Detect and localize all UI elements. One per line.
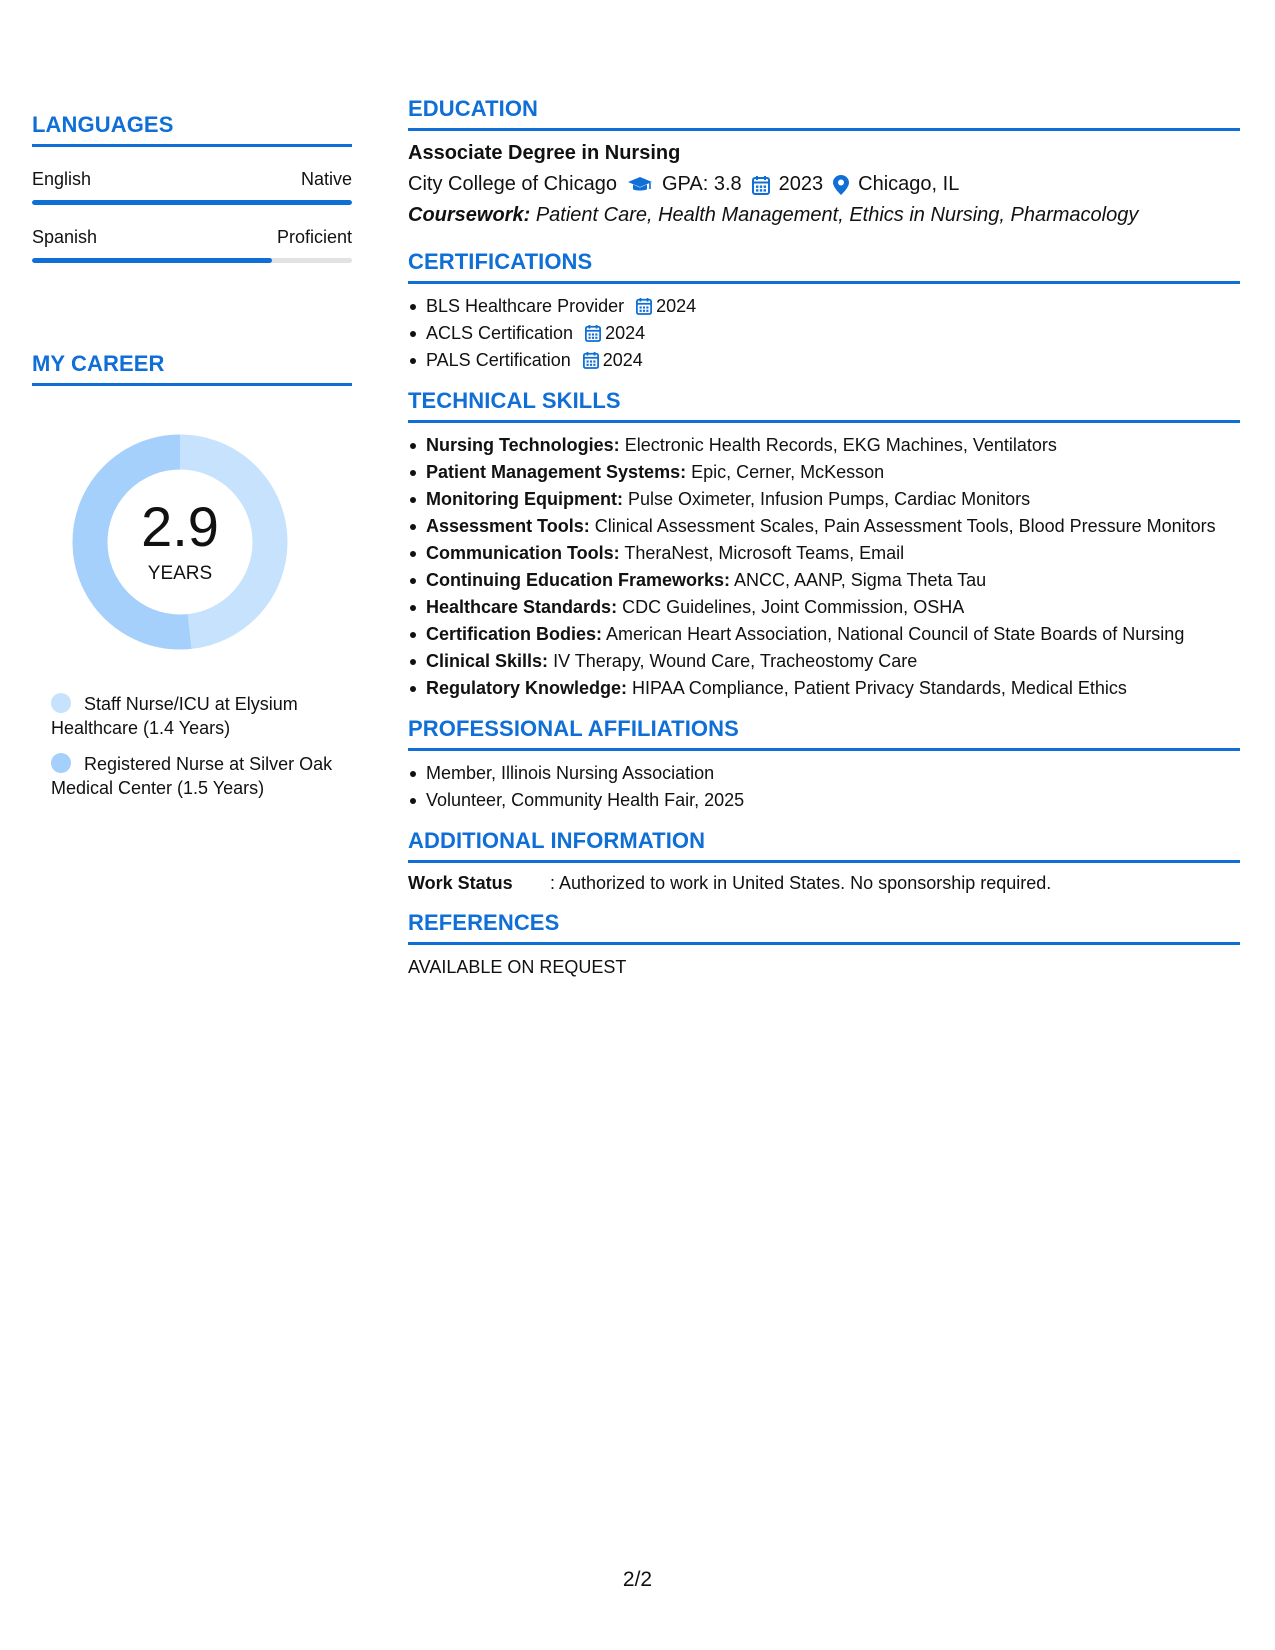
skill-item (408, 460, 1240, 484)
certification-item (408, 294, 1240, 318)
skill-value: Epic, Cerner, McKesson (691, 462, 885, 482)
career-legend-label: Registered Nurse at Silver Oak Medical Center (1.5 Years) (51, 754, 333, 798)
coursework-text: Patient Care, Health Management, Ethics in Nursing, Pharmacology (535, 204, 1139, 226)
language-bar-fill (32, 258, 272, 263)
career-legend-item (51, 752, 341, 800)
affiliation-item: Volunteer, Community Health Fair, 2025 (408, 788, 1240, 812)
skill-value: HIPAA Compliance, Patient Privacy Standards, Medical Ethics (632, 678, 1127, 698)
skill-value: ANCC, AANP, Sigma Theta Tau (734, 570, 987, 590)
affiliations-section (408, 716, 1240, 812)
education-coursework (408, 204, 1240, 227)
references-text: AVAILABLE ON REQUEST (408, 957, 627, 977)
skill-value: CDC Guidelines, Joint Commission, OSHA (622, 597, 965, 617)
skill-label: Certification Bodies: (426, 624, 603, 644)
language-level: Proficient (276, 227, 352, 247)
technical-skills-title: TECHNICAL SKILLS (408, 388, 1240, 423)
additional-info-section (408, 828, 1240, 894)
calendar-icon (636, 297, 652, 315)
skill-item (408, 676, 1240, 700)
language-bar-fill (32, 200, 352, 205)
skill-value: IV Therapy, Wound Care, Tracheostomy Care (553, 651, 918, 671)
language-name: English (32, 169, 92, 189)
skill-label: Healthcare Standards: (426, 597, 618, 617)
languages-title: LANGUAGES (32, 112, 352, 147)
career-legend (51, 692, 341, 800)
skill-item (408, 487, 1240, 511)
skill-item (408, 622, 1240, 646)
skill-item (408, 433, 1240, 457)
certification-name: BLS Healthcare Provider (426, 296, 625, 316)
work-status-label: Work Status (408, 873, 513, 893)
skill-item (408, 595, 1240, 619)
certification-item (408, 321, 1240, 345)
skill-item (408, 514, 1240, 538)
career-legend-item (51, 692, 341, 740)
affiliations-title: PROFESSIONAL AFFILIATIONS (408, 716, 1240, 751)
skill-label: Continuing Education Frameworks: (426, 570, 731, 590)
skill-value: Pulse Oximeter, Infusion Pumps, Cardiac Monitors (627, 489, 1031, 509)
right-column (408, 96, 1240, 994)
certification-item (408, 348, 1240, 372)
career-unit: YEARS (147, 563, 213, 584)
education-location: Chicago, IL (858, 173, 960, 195)
certification-name: PALS Certification (426, 350, 571, 370)
career-title: MY CAREER (32, 351, 352, 386)
education-degree: Associate Degree in Nursing (408, 142, 681, 164)
calendar-icon (583, 351, 599, 369)
affiliation-item: Member, Illinois Nursing Association (408, 761, 1240, 785)
skill-label: Nursing Technologies: (426, 435, 620, 455)
work-status-value: : Authorized to work in United States. No sponsorship required. (550, 873, 1052, 893)
calendar-icon (585, 324, 601, 342)
education-school: City College of Chicago (408, 173, 617, 195)
career-total: 2.9 (141, 495, 219, 558)
skill-label: Communication Tools: (426, 543, 620, 563)
certifications-list (408, 294, 1240, 372)
skill-item (408, 541, 1240, 565)
affiliations-list (408, 761, 1240, 812)
language-bar (32, 258, 352, 263)
language-level: Native (300, 169, 352, 189)
skill-label: Patient Management Systems: (426, 462, 687, 482)
career-legend-label: Staff Nurse/ICU at Elysium Healthcare (1.4 Years) (51, 694, 298, 738)
certifications-title: CERTIFICATIONS (408, 249, 1240, 284)
legend-dot (51, 753, 71, 773)
skill-label: Clinical Skills: (426, 651, 549, 671)
graduation-cap-icon (627, 176, 653, 194)
calendar-icon (752, 175, 770, 195)
technical-skills-section (408, 388, 1240, 700)
skill-label: Regulatory Knowledge: (426, 678, 628, 698)
certifications-section (408, 249, 1240, 372)
left-column (32, 112, 352, 812)
skill-value: American Heart Association, National Council of State Boards of Nursing (606, 624, 1185, 644)
skill-label: Monitoring Equipment: (426, 489, 623, 509)
education-gpa: GPA: 3.8 (662, 173, 742, 195)
certification-year: 2024 (602, 350, 643, 370)
certification-year: 2024 (656, 296, 697, 316)
skill-value: Clinical Assessment Scales, Pain Assessment Tools, Blood Pressure Monitors (594, 516, 1216, 536)
skill-item (408, 649, 1240, 673)
education-year: 2023 (778, 173, 824, 195)
coursework-label: Coursework: (408, 204, 531, 226)
language-item (32, 169, 352, 205)
location-pin-icon (833, 175, 849, 195)
legend-dot (51, 693, 71, 713)
skills-list (408, 433, 1240, 700)
language-item (32, 227, 352, 263)
skill-value: Electronic Health Records, EKG Machines, Ventilators (624, 435, 1057, 455)
language-name: Spanish (32, 227, 98, 247)
skill-item (408, 568, 1240, 592)
education-title: EDUCATION (408, 96, 1240, 131)
career-donut-chart (66, 428, 294, 656)
skill-value: TheraNest, Microsoft Teams, Email (624, 543, 905, 563)
certification-name: ACLS Certification (426, 323, 574, 343)
certification-year: 2024 (605, 323, 646, 343)
references-title: REFERENCES (408, 910, 1240, 945)
page-number: 2/2 (622, 1568, 653, 1591)
additional-info-title: ADDITIONAL INFORMATION (408, 828, 1240, 863)
skill-label: Assessment Tools: (426, 516, 590, 536)
references-section (408, 910, 1240, 978)
language-bar (32, 200, 352, 205)
education-section (408, 96, 1240, 227)
